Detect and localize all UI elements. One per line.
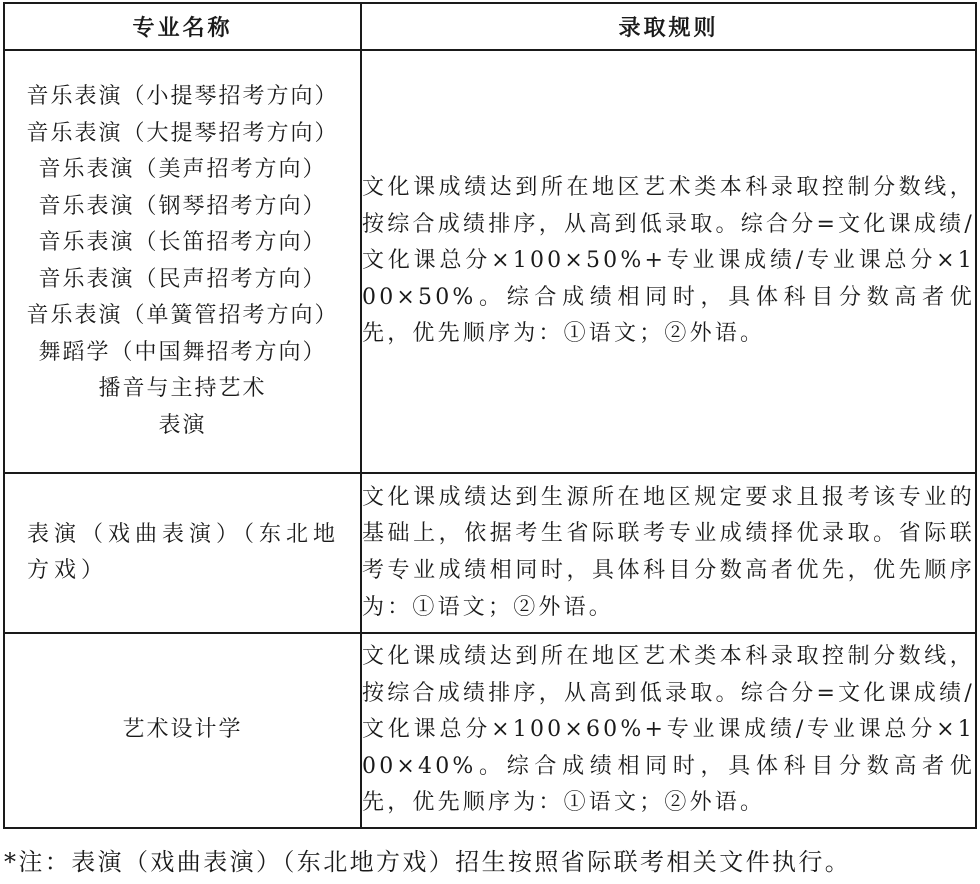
admission-rule-text: 文化课成绩达到所在地区艺术类本科录取控制分数线，按综合成绩排序，从高到低录取。综合分=文化课成绩/文化课总分×100×50%+专业课成绩/专业课总分×100×50%。综合成绩相同时，具体科目分数高者优先，优先顺序为：①语文；②外语。 <box>361 50 976 473</box>
major-name: 音乐表演（大提琴招考方向） <box>26 120 339 146</box>
major-name: 音乐表演（单簧管招考方向） <box>26 303 339 328</box>
major-name: 舞蹈学（中国舞招考方向） <box>38 339 327 365</box>
table-row <box>4 50 976 473</box>
major-name: 表演 <box>158 412 207 438</box>
major-name: 表演（戏曲表演）（东北地方戏） <box>27 522 341 583</box>
table-row <box>4 633 976 828</box>
major-name: 艺术设计学 <box>122 717 243 743</box>
major-list <box>4 633 361 828</box>
admission-rule-text: 文化课成绩达到所在地区艺术类本科录取控制分数线，按综合成绩排序，从高到低录取。综合分=文化课成绩/文化课总分×100×60%+专业课成绩/专业课总分×100×40%。综合成绩相同时，具体科目分数高者优先，优先顺序为：①语文；②外语。 <box>361 633 976 828</box>
footnote: *注：表演（戏曲表演）（东北地方戏）招生按照省际联考相关文件执行。 <box>4 848 852 876</box>
major-name: 音乐表演（长笛招考方向） <box>38 230 327 255</box>
table-row <box>4 473 976 633</box>
admission-rules-table <box>3 2 977 829</box>
major-list <box>4 50 361 473</box>
major-name: 音乐表演（民声招考方向） <box>38 266 327 292</box>
major-name: 播音与主持艺术 <box>98 376 267 401</box>
table-header-row <box>4 3 976 50</box>
major-name: 音乐表演（美声招考方向） <box>38 157 327 182</box>
admission-rule-text: 文化课成绩达到生源所在地区规定要求且报考该专业的基础上，依据考生省际联考专业成绩择优录取。省际联考专业成绩相同时，具体科目分数高者优先，优先顺序为：①语文；②外语。 <box>361 473 976 633</box>
header-major-name: 专业名称 <box>4 3 361 50</box>
header-admission-rule: 录取规则 <box>361 3 976 50</box>
major-name: 音乐表演（钢琴招考方向） <box>38 193 327 219</box>
major-name: 音乐表演（小提琴招考方向） <box>26 84 339 109</box>
major-list <box>4 473 361 633</box>
